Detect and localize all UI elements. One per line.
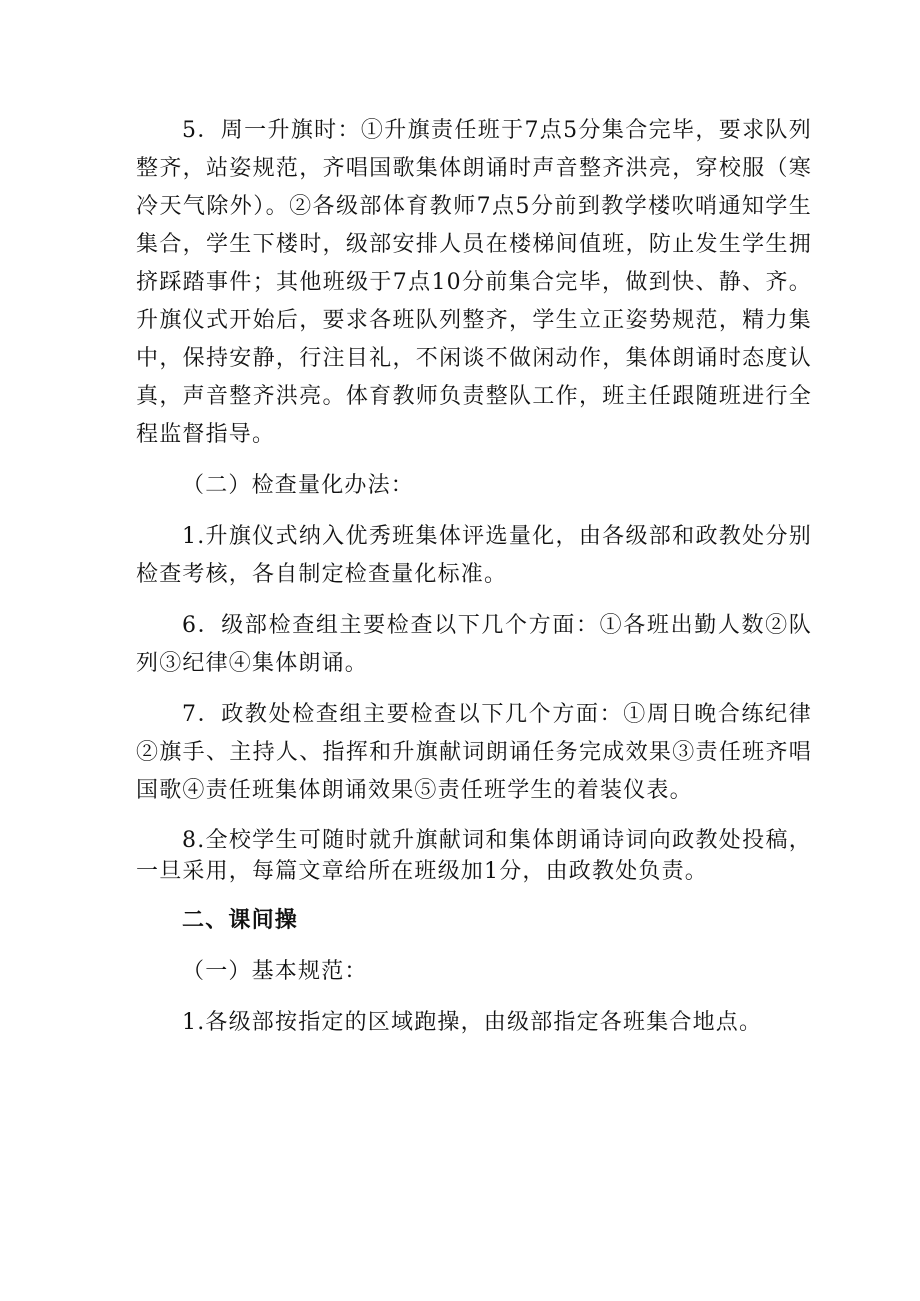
paragraph-item-1-running: 1.各级部按指定的区域跑操，由级部指定各班集合地点。 — [182, 1010, 763, 1035]
section-heading-inspection-method: （二）检查量化办法： — [182, 473, 415, 498]
section-heading-basic-rules: （一）基本规范： — [182, 959, 368, 984]
paragraph-flag-raising-rules: 5．周一升旗时：①升旗责任班于7点5分集合完毕，要求队列整齐，站姿规范，齐唱国歌集体朗诵时声音整齐洪亮，穿校服（寒冷天气除外）。②各级部体育教师7点5分前到教学楼吹哨通知学生集合，学生下楼时，级部安排人员在楼梯间值班，防止发生学生拥挤踩踏事件；其他班级于7点10分前集合完毕，做到快、静、齐。升旗仪式开始后，要求各班队列整齐，学生立正姿势规范，精力集中，保持安静，行注目礼，不闲谈不做闲动作，集体朗诵时态度认真，声音整齐洪亮。体育教师负责整队工作，班主任跟随班进行全程监督指导。 — [136, 118, 812, 447]
paragraph-item-1: 1.升旗仪式纳入优秀班集体评选量化，由各级部和政教处分别检查考核，各自制定检查量化标准。 — [136, 524, 812, 587]
document-body — [136, 112, 812, 1042]
section-heading-recess-exercise: 二、课间操 — [182, 908, 299, 933]
paragraph-item-8: 8.全校学生可随时就升旗献词和集体朗诵诗词向政教处投稿，一旦采用，每篇文章给所在班级加1分，由政教处负责。 — [136, 828, 812, 884]
paragraph-item-7: 7．政教处检查组主要检查以下几个方面：①周日晚合练纪律②旗手、主持人、指挥和升旗献词朗诵任务完成效果③责任班齐唱国歌④责任班集体朗诵效果⑤责任班学生的着装仪表。 — [136, 702, 812, 803]
paragraph-item-6: 6．级部检查组主要检查以下几个方面：①各班出勤人数②队列③纪律④集体朗诵。 — [136, 613, 812, 676]
